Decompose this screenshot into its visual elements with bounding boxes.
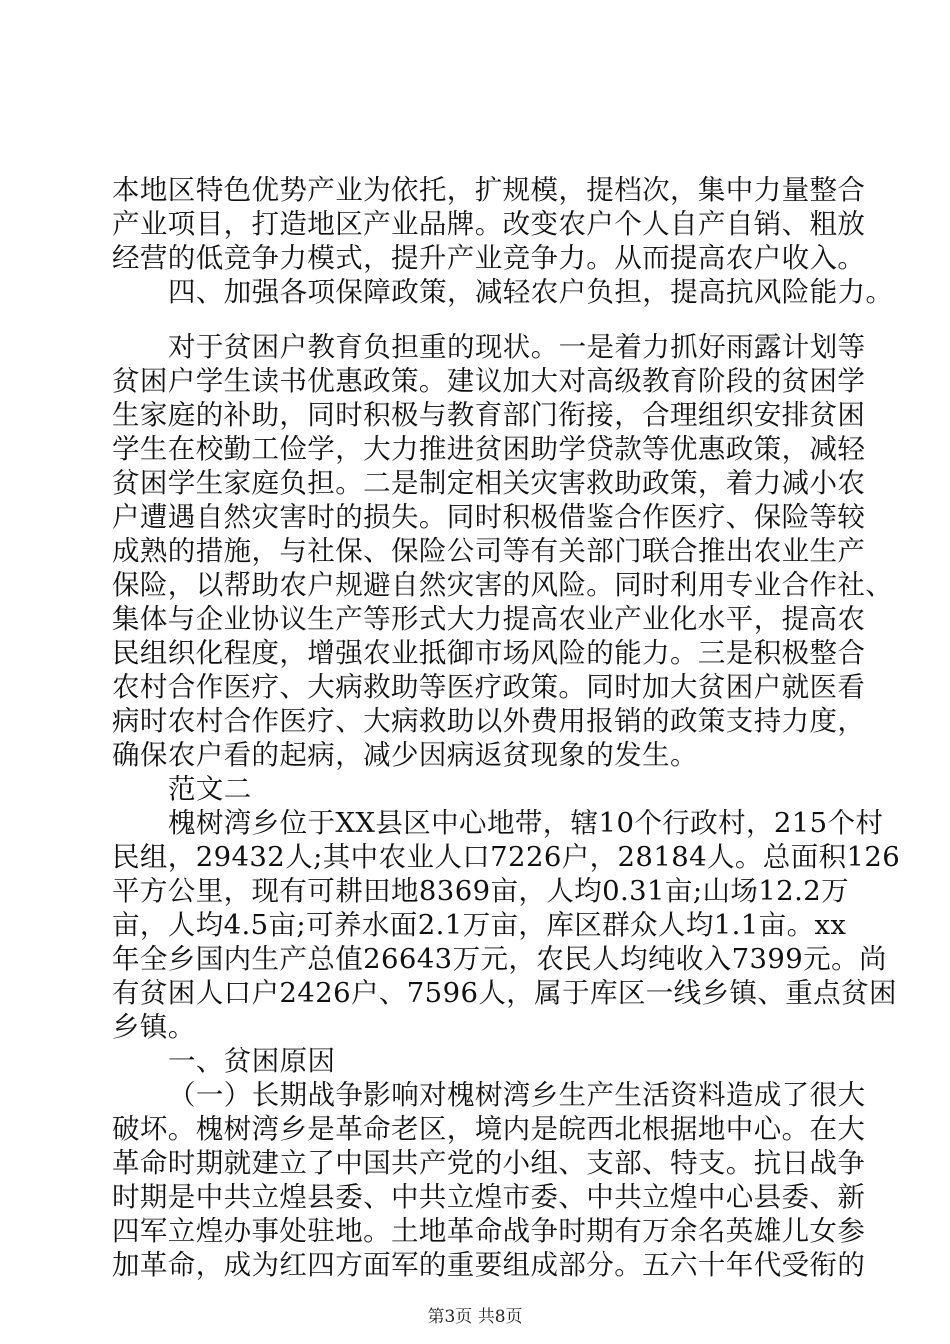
section-heading: 范文二 bbox=[168, 773, 252, 805]
text-line: 民组织化程度，增强农业抵御市场风险的能力。三是积极整合 bbox=[112, 637, 866, 669]
text-line: 亩，人均4.5亩;可养水面2.1万亩，库区群众人均1.1亩。xx bbox=[112, 909, 847, 941]
text-line: 确保农户看的起病，减少因病返贫现象的发生。 bbox=[112, 739, 698, 771]
text-line: 生家庭的补助，同时积极与教育部门衔接，合理组织安排贫困 bbox=[112, 399, 866, 431]
text-line: 槐树湾乡位于XX县区中心地带，辖10个行政村，215个村 bbox=[168, 807, 884, 839]
text-line: 成熟的措施，与社保、保险公司等有关部门联合推出农业生产 bbox=[112, 535, 866, 567]
page-number-footer: 第3页 共8页 bbox=[427, 1307, 523, 1327]
text-line: 加革命，成为红四方面军的重要组成部分。五六十年代受衔的 bbox=[112, 1249, 866, 1281]
text-line: （一）长期战争影响对槐树湾乡生产生活资料造成了很大 bbox=[168, 1079, 866, 1111]
text-line: 经营的低竞争力模式，提升产业竞争力。从而提高农户收入。 bbox=[112, 242, 866, 274]
text-line: 学生在校勤工俭学，大力推进贫困助学贷款等优惠政策，减轻 bbox=[112, 433, 866, 465]
text-line: 革命时期就建立了中国共产党的小组、支部、特支。抗日战争 bbox=[112, 1147, 866, 1179]
text-line: 民组，29432人;其中农业人口7226户，28184人。总面积126 bbox=[112, 841, 901, 873]
text-line: 贫困学生家庭负担。二是制定相关灾害救助政策，着力减小农 bbox=[112, 467, 866, 499]
text-line: 破坏。槐树湾乡是革命老区，境内是皖西北根据地中心。在大 bbox=[112, 1113, 866, 1145]
text-line: 贫困户学生读书优惠政策。建议加大对高级教育阶段的贫困学 bbox=[112, 365, 866, 397]
text-line: 有贫困人口户2426户、7596人，属于库区一线乡镇、重点贫困 bbox=[112, 977, 897, 1009]
text-line: 乡镇。 bbox=[112, 1011, 196, 1043]
text-line: 病时农村合作医疗、大病救助以外费用报销的政策支持力度， bbox=[112, 705, 866, 737]
text-line: 农村合作医疗、大病救助等医疗政策。同时加大贫困户就医看 bbox=[112, 671, 866, 703]
text-line: 时期是中共立煌县委、中共立煌市委、中共立煌中心县委、新 bbox=[112, 1181, 866, 1213]
text-line: 集体与企业协议生产等形式大力提高农业产业化水平，提高农 bbox=[112, 603, 866, 635]
text-line: 对于贫困户教育负担重的现状。一是着力抓好雨露计划等 bbox=[168, 331, 866, 363]
text-line: 四军立煌办事处驻地。土地革命战争时期有万余名英雄儿女参 bbox=[112, 1215, 866, 1247]
text-line: 年全乡国内生产总值26643万元，农民人均纯收入7399元。尚 bbox=[112, 943, 887, 975]
section-heading: 四、加强各项保障政策，减轻农户负担，提高抗风险能力。 bbox=[168, 276, 894, 308]
text-line: 平方公里，现有可耕田地8369亩，人均0.31亩;山场12.2万 bbox=[112, 875, 850, 907]
text-line: 本地区特色优势产业为依托，扩规模，提档次，集中力量整合 bbox=[112, 174, 866, 206]
section-heading: 一、贫困原因 bbox=[168, 1045, 336, 1077]
text-line: 户遭遇自然灾害时的损失。同时积极借鉴合作医疗、保险等较 bbox=[112, 501, 866, 533]
text-line: 产业项目，打造地区产业品牌。改变农户个人自产自销、粗放 bbox=[112, 208, 866, 240]
text-line: 保险，以帮助农户规避自然灾害的风险。同时利用专业合作社、 bbox=[112, 569, 894, 601]
